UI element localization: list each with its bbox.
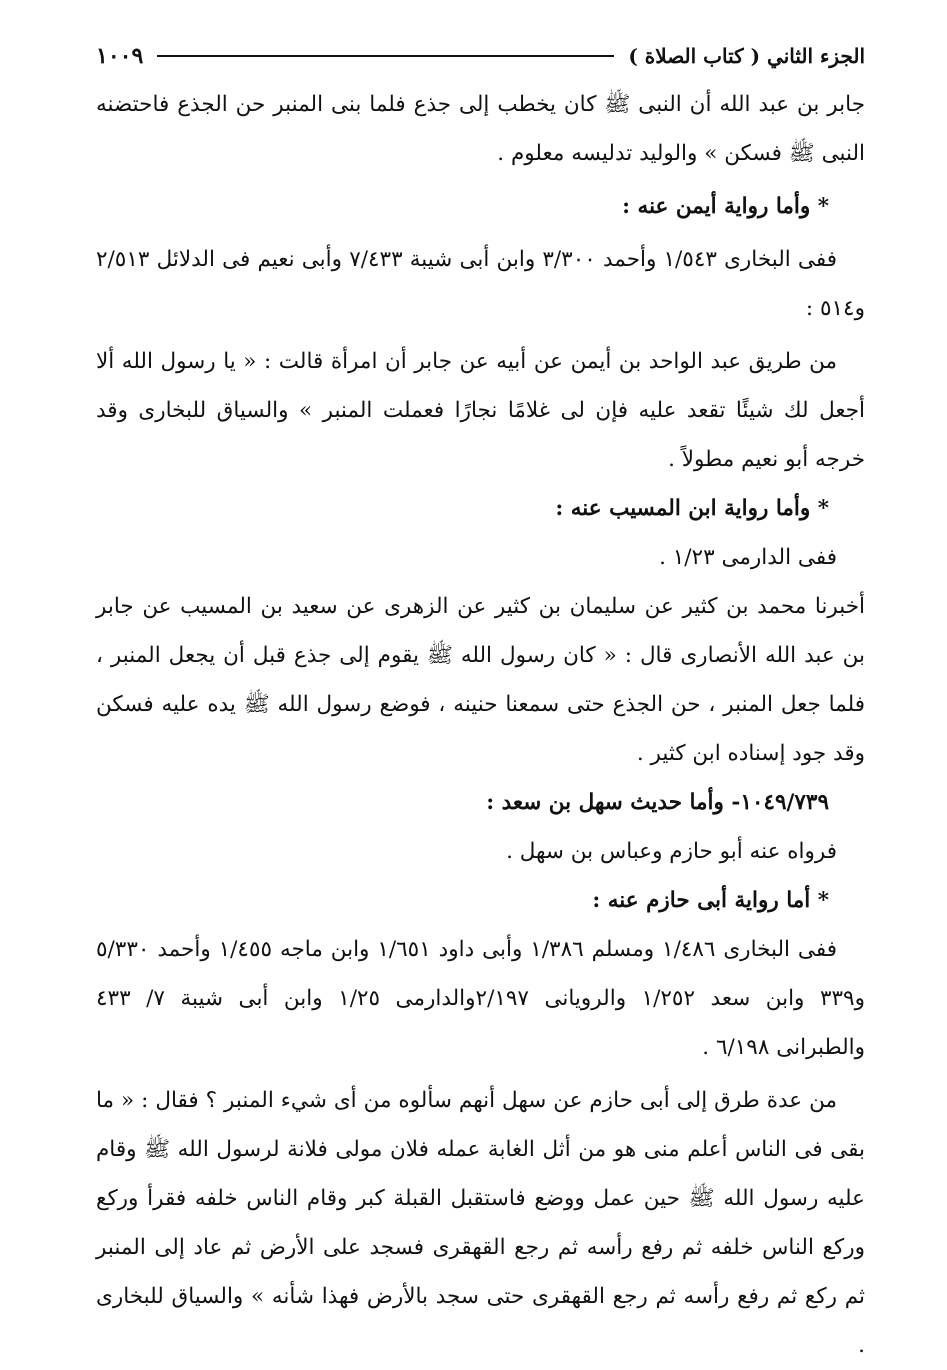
paragraph: ففى البخارى ١/٥٤٣ وأحمد ٣/٣٠٠ وابن أبى شيبة ٧/٤٣٣ وأبى نعيم فى الدلائل ٢/٥١٣ و٥١٤ : <box>96 247 865 321</box>
page-number: ١٠٠٩ <box>96 43 144 69</box>
section-heading: ١٠٤٩/٧٣٩- وأما حديث سهل بن سعد : <box>486 790 829 815</box>
paragraph: ففى الدارمى ١/٢٣ . <box>659 545 837 570</box>
paragraph: جابر بن عبد الله أن النبى ﷺ كان يخطب إلى جذع فلما بنى المنبر حن الجذع فاحتضنه النبى ﷺ فسكن » والوليد تدليسه معلوم . <box>96 92 865 166</box>
paragraph: من عدة طرق إلى أبى حازم عن سهل أنهم سألوه من أى شيء المنبر ؟ فقال : « ما بقى فى الناس أعلم منى هو من أثل الغابة عمله فلان مولى فلانة لرسول الله ﷺ وقام عليه رسول الله ﷺ حين عمل ووضع فاستقبل القبلة كبر وقام الناس خلفه فقرأ وركع وركع الناس خلفه ثم رفع رأسه ثم رجع القهقرى فسجد على الأرض ثم عاد إلى المنبر ثم ركع ثم رفع رأسه ثم رجع القهقرى حتى سجد بالأرض فهذا شأنه » والسياق للبخارى . <box>96 1088 865 1358</box>
page-header <box>96 38 865 74</box>
section-heading: * وأما رواية أيمن عنه : <box>622 194 829 219</box>
paragraph: ففى البخارى ١/٤٨٦ ومسلم ١/٣٨٦ وأبى داود ١/٦٥١ وابن ماجه ١/٤٥٥ وأحمد ٥/٣٣٠ و٣٣٩ وابن سعد ١/٢٥٢ والرويانى ٢/١٩٧والدارمى ١/٢٥ وابن أبى شيبة ٧/ ٤٣٣ والطبرانى ٦/١٩٨ . <box>96 937 865 1060</box>
section-heading: * وأما رواية ابن المسيب عنه : <box>555 496 829 521</box>
paragraph: أخبرنا محمد بن كثير عن سليمان بن كثير عن الزهرى عن سعيد بن المسيب عن جابر بن عبد الله الأنصارى قال : « كان رسول الله ﷺ يقوم إلى جذع قبل أن يجعل المنبر ، فلما جعل المنبر ، حن الجذع حتى سمعنا حنينه ، فوضع رسول الله ﷺ يده عليه فسكن وقد جود إسناده ابن كثير . <box>96 594 865 766</box>
paragraph: من طريق عبد الواحد بن أيمن عن أبيه عن جابر أن امرأة قالت : « يا رسول الله ألا أجعل لك شيئًا تقعد عليه فإن لى غلامًا نجارًا فعملت المنبر » والسياق للبخارى وقد خرجه أبو نعيم مطولاً . <box>96 349 865 472</box>
section-heading: * أما رواية أبى حازم عنه : <box>592 888 829 913</box>
running-title: الجزء الثاني ( كتاب الصلاة ) <box>628 44 865 68</box>
header-rule <box>157 55 614 57</box>
paragraph: فرواه عنه أبو حازم وعباس بن سهل . <box>506 839 837 864</box>
